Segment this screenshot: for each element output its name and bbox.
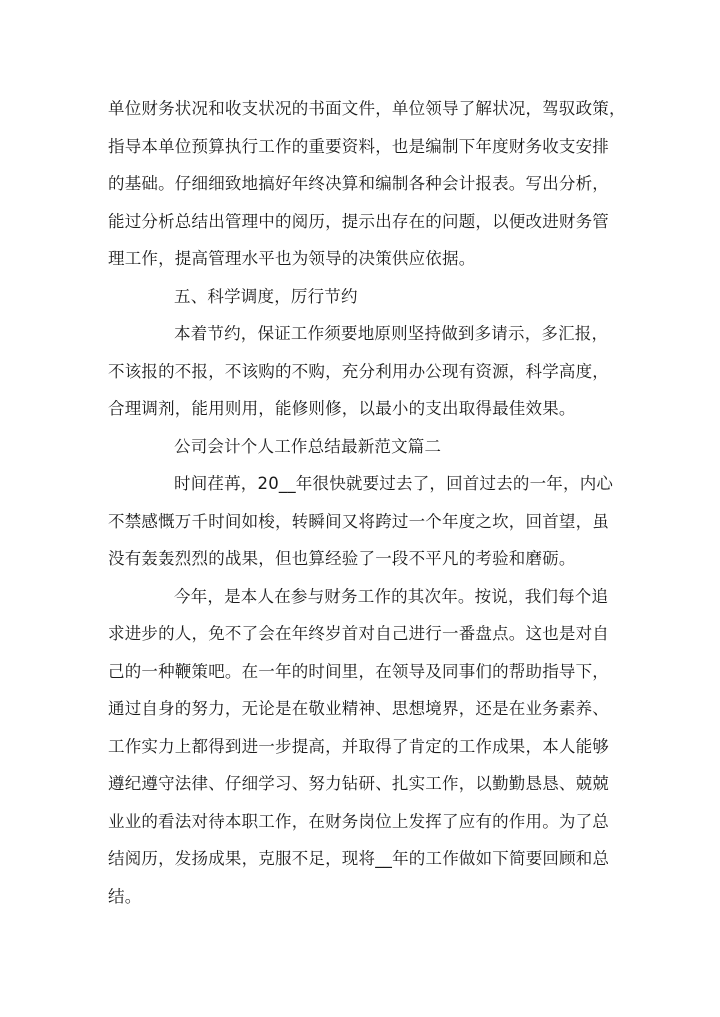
- text-line: 能过分析总结出管理中的阅历，提示出存在的问题，以便改进财务管: [108, 211, 609, 231]
- text-line: 结阅历，发扬成果，克服不足，现将__年的工作做如下简要回顾和总: [108, 849, 610, 868]
- text-line: 求进步的人，免不了会在年终岁首对自己进行一番盘点。这也是对自: [108, 624, 609, 643]
- text-line: 单位财务状况和收支状况的书面文件，单位领导了解状况，驾驭政策，: [108, 99, 626, 118]
- text-line: 通过自身的努力，无论是在敬业精神、思想境界，还是在业务素养、: [108, 699, 609, 718]
- text-line: 合理调剂，能用则用，能修则修，以最小的支出取得最佳效果。: [108, 399, 576, 418]
- text-line: 工作实力上都得到进一步提高，并取得了肯定的工作成果，本人能够: [108, 736, 609, 756]
- text-line: 没有轰轰烈烈的战果，但也算经验了一段不平凡的考验和磨砺。: [108, 549, 576, 568]
- text-line: 不该报的不报，不该购的不购，充分利用办公现有资源，科学高度，: [108, 361, 609, 381]
- text-line: 遵纪遵守法律、仔细学习、努力钻研、扎实工作，以勤勤恳恳、兢兢: [108, 774, 609, 793]
- text-line: 不禁感慨万千时间如梭，转瞬间又将跨过一个年度之坎，回首望，虽: [108, 511, 609, 531]
- text-line: 的基础。仔细细致地搞好年终决算和编制各种会计报表。写出分析，: [108, 174, 609, 193]
- text-line: 结。: [108, 886, 142, 906]
- text-line: 本着节约，保证工作须要地原则坚持做到多请示，多汇报，: [174, 324, 609, 343]
- text-line: 指导本单位预算执行工作的重要资料，也是编制下年度财务收支安排: [108, 136, 609, 156]
- text-line: 业业的看法对待本职工作，在财务岗位上发挥了应有的作用。为了总: [108, 811, 609, 831]
- document-body: [108, 90, 628, 915]
- text-line: 时间荏苒，20__年很快就要过去了，回首过去的一年，内心: [174, 474, 614, 493]
- section-heading: 五、科学调度，厉行节约: [174, 286, 358, 306]
- article-title: 公司会计个人工作总结最新范文篇二: [174, 436, 442, 456]
- text-line: 己的一种鞭策吧。在一年的时间里，在领导及同事们的帮助指导下，: [108, 661, 609, 681]
- text-line: 理工作，提高管理水平也为领导的决策供应依据。: [108, 249, 476, 268]
- text-line: 今年，是本人在参与财务工作的其次年。按说，我们每个追: [174, 586, 609, 606]
